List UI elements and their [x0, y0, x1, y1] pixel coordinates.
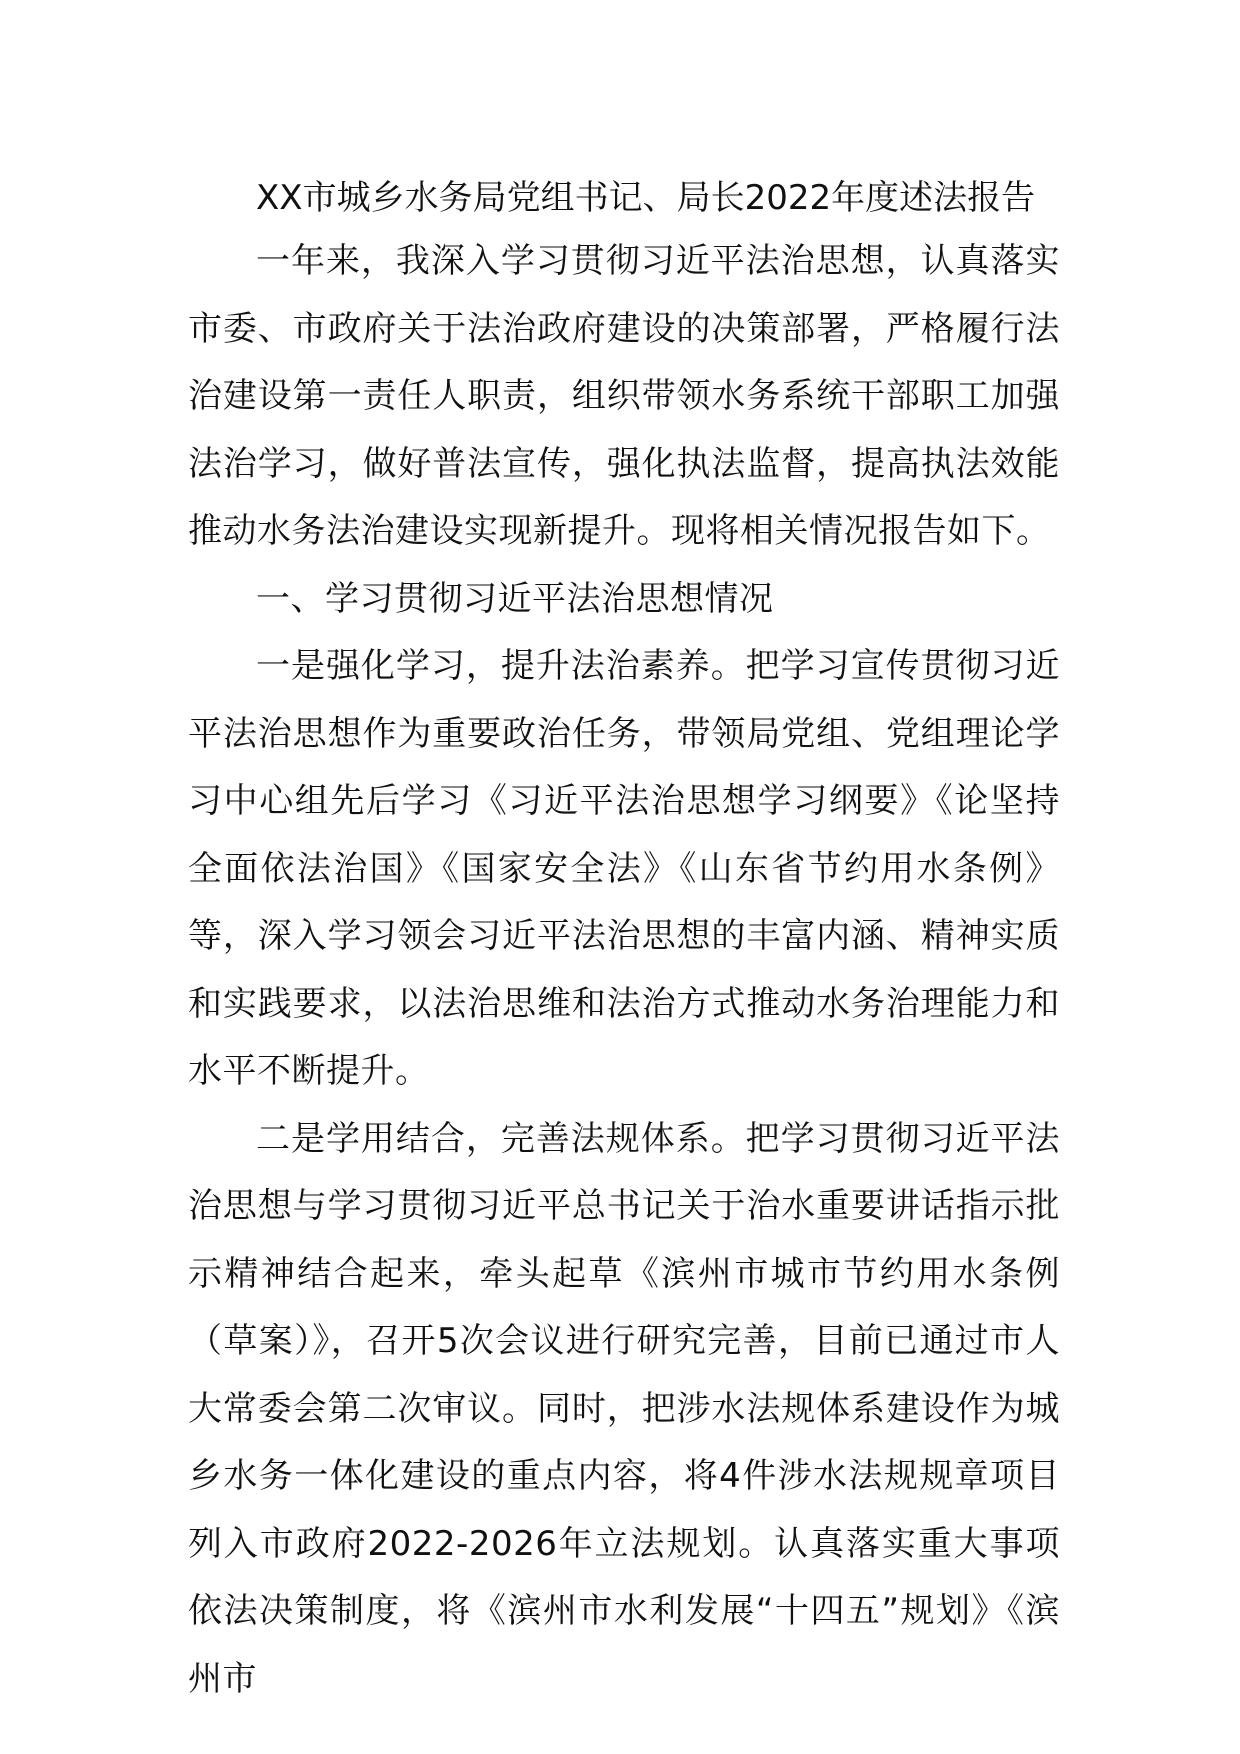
document-body: [188, 168, 1060, 1713]
paragraph-2: 二是学用结合，完善法规体系。把学习贯彻习近平法治思想与学习贯彻习近平总书记关于治水重要讲话指示批示精神结合起来，牵头起草《滨州市城市节约用水条例（草案）》，召开5次会议进行研究完善，目前已通过市人大常委会第二次审议。同时，把涉水法规体系建设作为城乡水务一体化建设的重点内容，将4件涉水法规规章项目列入市政府2022-2026年立法规划。认真落实重大事项依法决策制度，将《滨州市水利发展“十四五”规划》《滨州市: [188, 1118, 1060, 1699]
paragraph-1: 一是强化学习，提升法治素养。把学习宣传贯彻习近平法治思想作为重要政治任务，带领局党组、党组理论学习中心组先后学习《习近平法治思想学习纲要》《论坚持全面依法治国》《国家安全法》《山东省节约用水条例》等，深入学习领会习近平法治思想的丰富内涵、精神实质和实践要求，以法治思维和法治方式推动水务治理能力和水平不断提升。: [188, 646, 1060, 1091]
document-title: XX市城乡水务局党组书记、局长2022年度述法报告: [256, 178, 1036, 218]
intro-paragraph: 一年来，我深入学习贯彻习近平法治思想，认真落实市委、市政府关于法治政府建设的决策部署，严格履行法治建设第一责任人职责，组织带领水务系统干部职工加强法治学习，做好普法宣传，强化执法监督，提高执法效能推动水务法治建设实现新提升。现将相关情况报告如下。: [188, 241, 1060, 551]
section-heading: 一、学习贯彻习近平法治思想情况: [256, 578, 774, 619]
